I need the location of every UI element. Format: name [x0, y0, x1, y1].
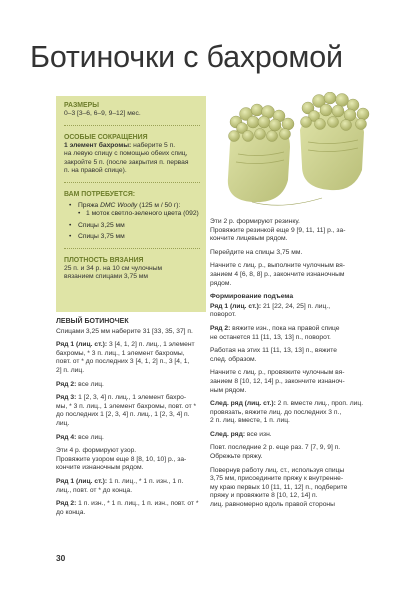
row-instruction: След. ряд: все изн. — [210, 430, 272, 438]
divider — [64, 125, 200, 126]
needs-yarn: • Пряжа DMC Woolly (125 м / 50 г): — [69, 201, 181, 209]
row-instruction: Ряд 2: 1 п. изн., * 1 п. лиц., 1 п. изн., повт. от * до конца. — [56, 500, 199, 516]
page-title: Ботиночки с бахромой — [30, 40, 343, 74]
row-instruction: Ряд 4: все лиц. — [56, 433, 104, 441]
paragraph: Работая на этих 11 [11, 13, 13] п., вяжите след. образом. — [210, 347, 337, 363]
gauge-heading: ПЛОТНОСТЬ ВЯЗАНИЯ — [64, 256, 144, 264]
row-instruction: След. ряд (лиц. ст.): 2 п. вместе лиц., проп. лиц. провязать, вяжите лиц. до последних 3 п., 2 п. лиц. вместе, 1 п. лиц. — [210, 400, 364, 425]
bullet-icon: • — [69, 233, 72, 241]
paragraph: Спицами 3,25 мм наберите 31 [33, 35, 37] п. — [56, 327, 193, 335]
info-box — [56, 96, 206, 312]
row-instruction: Ряд 3: 1 [2, 3, 4] п. лиц., 1 элемент бахро- мы, * 3 п. лиц., 1 элемент бахромы, повт. от * до последних 1 [2, 3, 4] п. лиц., 1 [2, 3, 4] п. лиц. — [56, 394, 197, 427]
paragraph: Перейдите на спицы 3,75 мм. — [210, 248, 303, 256]
instep-heading: Формирование подъема — [210, 293, 294, 301]
sizes-heading: РАЗМЕРЫ — [64, 102, 99, 109]
booties-photo — [222, 92, 380, 214]
bullet-icon: • — [78, 210, 81, 218]
abbrev-heading: ОСОБЫЕ СОКРАЩЕНИЯ — [64, 133, 148, 141]
abbrev-text: 1 элемент бахромы: наберите 5 п. на левую спицу с помощью обеих спиц, закройте 5 п. (после закрытия п. первая п. на правой спице). — [64, 141, 189, 175]
divider — [64, 248, 200, 249]
paragraph: Повернув работу лиц. ст., используя спицы 3,75 мм, присоедините пряжу к внутренне- му краю первых 10 [11, 11, 12] п., подберите пряжу и провяжите 8 [10, 12, 14] п. лиц. равномерно вдоль правой стороны — [210, 466, 348, 509]
gauge-text: 25 п. и 34 р. на 10 см чулочным вязанием спицами 3,75 мм — [64, 264, 163, 281]
right-column — [210, 218, 370, 515]
row-instruction: Ряд 1 (лиц. ст.): 3 [4, 1, 2] п. лиц., 1 элемент бахромы, * 3 п. лиц., 1 элемент бахромы, повт. от * до последних 3 [4, 1, 2] п., 3 [4, 1, 2] п. лиц. — [56, 341, 195, 374]
row-instruction: Ряд 2: вяжите изн., пока на правой спице не останется 11 [11, 13, 13] п., поворот. — [210, 324, 340, 341]
row-instruction: Ряд 1 (лиц. ст.): 21 [22, 24, 25] п. лиц., поворот. — [210, 302, 331, 319]
paragraph: Начните с лиц. р., выполните чулочным вя- занием 4 [6, 8, 8] р., закончите изнаночным рядом. — [210, 262, 346, 287]
bullet-icon: • — [69, 221, 72, 229]
needs-needles-2: • Спицы 3,75 мм — [69, 233, 125, 241]
paragraph: Эти 2 р. формируют резинку. Провяжите резинкой еще 9 [9, 11, 11] р., за- кончите лицевым рядом. — [210, 218, 346, 243]
booties-illustration — [222, 92, 380, 214]
sizes-text: 0–3 [3–6, 6–9, 9–12] мес. — [64, 110, 141, 117]
left-bootie-heading: ЛЕВЫЙ БОТИНОЧЕК — [56, 318, 129, 325]
abbrev-term: 1 элемент бахромы: — [64, 141, 132, 149]
row-instruction: Ряд 1 (лиц. ст.): 1 п. лиц., * 1 п. изн., 1 п. лиц., повт. от * до конца. — [56, 477, 184, 494]
paragraph: Начните с лиц. р., провяжите чулочным вя- занием 8 [10, 12, 14] р., закончите изнаноч- ным рядом. — [210, 369, 345, 394]
page-number: 30 — [56, 553, 66, 563]
paragraph: Эти 4 р. формируют узор. Провяжите узором еще 8 [8, 10, 10] р., за- кончите изнаночным рядом. — [56, 447, 187, 472]
needs-heading: ВАМ ПОТРЕБУЕТСЯ: — [64, 190, 136, 198]
needs-needles-1: • Спицы 3,25 мм — [69, 221, 125, 229]
divider — [64, 182, 200, 183]
row-instruction: Ряд 2: все лиц. — [56, 380, 104, 388]
left-column — [56, 318, 206, 522]
paragraph: Повт. последние 2 р. еще раз. 7 [7, 9, 9] п. Обрежьте пряжу. — [210, 444, 341, 461]
bullet-icon: • — [69, 201, 72, 209]
needs-yarn-sub: • 1 моток светло-зеленого цвета (092) — [78, 210, 199, 218]
